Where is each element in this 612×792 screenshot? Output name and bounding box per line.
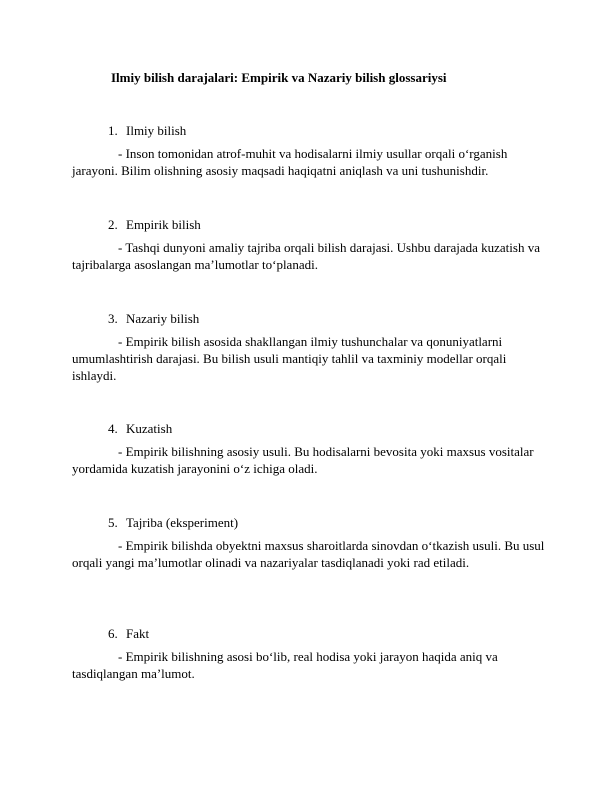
glossary-entry-nazariy-bilish (72, 310, 548, 384)
glossary-entry-tajriba (72, 514, 548, 571)
entry-term-line (108, 625, 548, 642)
entry-number: 4. (108, 421, 118, 436)
entry-definition: - Empirik bilishning asosiy usuli. Bu hodisalarni bevosita yoki maxsus vositalar yordamida kuzatish jarayonini o‘z ichiga oladi. (72, 444, 534, 476)
entry-definition: - Tashqi dunyoni amaliy tajriba orqali bilish darajasi. Ushbu darajada kuzatish va tajribalarga asoslangan ma’lumotlar to‘planadi. (72, 240, 540, 272)
entry-number: 2. (108, 217, 118, 232)
glossary-entry-fakt (72, 625, 548, 682)
entry-number: 5. (108, 515, 118, 530)
entry-term-line (108, 514, 548, 531)
entry-term-line (108, 216, 548, 233)
entry-term: Fakt (126, 626, 150, 641)
entry-term: Kuzatish (126, 421, 173, 436)
entry-term: Nazariy bilish (126, 311, 200, 326)
entry-term: Empirik bilish (126, 217, 201, 232)
entry-definition: - Empirik bilish asosida shakllangan ilmiy tushunchalar va qonuniyatlarni umumlashtirish darajasi. Bu bilish usuli mantiqiy tahlil va taxminiy modellar orqali ishlaydi. (72, 334, 507, 383)
entry-term-line (108, 122, 548, 139)
glossary-entry-ilmiy-bilish (72, 122, 548, 179)
entry-term: Tajriba (eksperiment) (126, 515, 239, 530)
entry-term: Ilmiy bilish (126, 123, 187, 138)
entry-definition: - Empirik bilishning asosi bo‘lib, real hodisa yoki jarayon haqida aniq va tasdiqlangan ma’lumot. (72, 649, 498, 681)
entry-term-line (108, 310, 548, 327)
entry-number: 3. (108, 311, 118, 326)
document-title: Ilmiy bilish darajalari: Empirik va Nazariy bilish glossariysi (111, 70, 447, 85)
entry-number: 6. (108, 626, 118, 641)
glossary-entry-kuzatish (72, 420, 548, 477)
glossary-entry-empirik-bilish (72, 216, 548, 273)
entry-number: 1. (108, 123, 118, 138)
entry-term-line (108, 420, 548, 437)
entry-definition: - Empirik bilishda obyektni maxsus sharoitlarda sinovdan o‘tkazish usuli. Bu usul orqali yangi ma’lumotlar olinadi va nazariyalar tasdiqlanadi yoki rad etiladi. (72, 538, 545, 570)
entry-definition: - Inson tomonidan atrof-muhit va hodisalarni ilmiy usullar orqali o‘rganish jarayoni. Bilim olishning asosiy maqsadi haqiqatni aniqlash va uni tushunishdir. (72, 146, 508, 178)
